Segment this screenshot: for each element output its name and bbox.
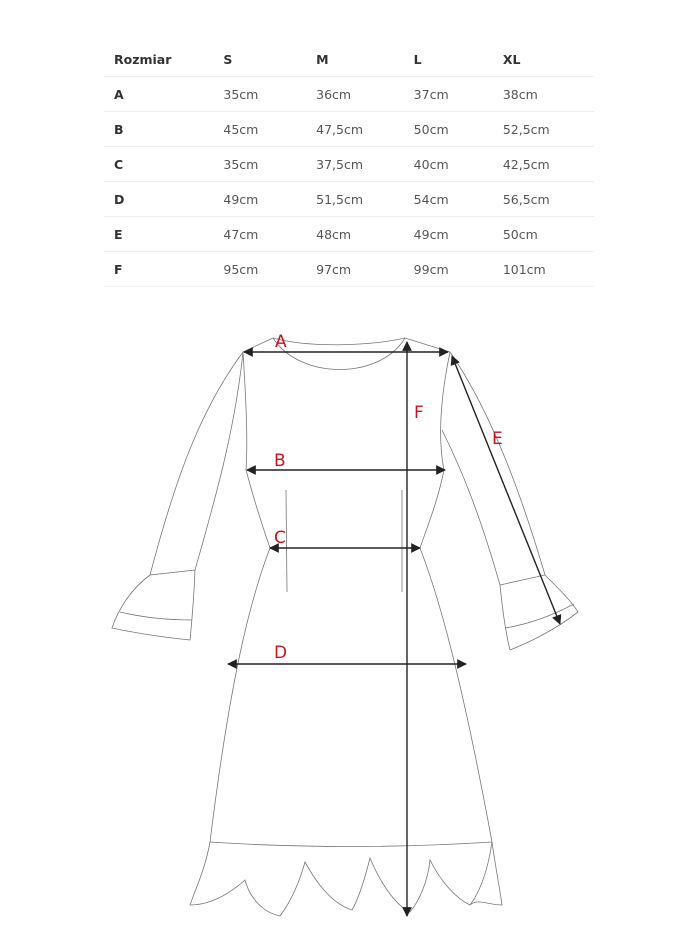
- row-label: A: [104, 77, 213, 112]
- table-row: [104, 147, 594, 182]
- table-cell: 99cm: [404, 252, 493, 287]
- size-table: [104, 42, 594, 287]
- waist-left-dart: [286, 490, 287, 592]
- header-cell: Rozmiar: [104, 42, 213, 77]
- right-cuff-ruffle-inner: [505, 604, 574, 628]
- label-c: C: [274, 528, 286, 548]
- dress-outline: [112, 338, 578, 916]
- table-row: [104, 112, 594, 147]
- table-cell: 45cm: [213, 112, 306, 147]
- header-cell: S: [213, 42, 306, 77]
- table-cell: 35cm: [213, 77, 306, 112]
- table-cell: 36cm: [306, 77, 404, 112]
- table-cell: 50cm: [404, 112, 493, 147]
- left-cuff-ruffle: [112, 570, 195, 640]
- table-cell: 42,5cm: [493, 147, 594, 182]
- table-cell: 48cm: [306, 217, 404, 252]
- table-row: [104, 77, 594, 112]
- dress-measurement-diagram: [0, 300, 700, 933]
- table-cell: 38cm: [493, 77, 594, 112]
- label-a: A: [275, 332, 287, 352]
- table-cell: 47cm: [213, 217, 306, 252]
- table-cell: 37cm: [404, 77, 493, 112]
- neckline-back: [273, 338, 405, 345]
- table-cell: 40cm: [404, 147, 493, 182]
- table-cell: 35cm: [213, 147, 306, 182]
- row-label: F: [104, 252, 213, 287]
- right-cuff-ruffle: [500, 575, 578, 650]
- table-cell: 51,5cm: [306, 182, 404, 217]
- table-cell: 37,5cm: [306, 147, 404, 182]
- table-row: [104, 217, 594, 252]
- left-shoulder: [243, 338, 273, 352]
- table-cell: 47,5cm: [306, 112, 404, 147]
- left-cuff-ruffle-inner: [120, 612, 192, 620]
- header-cell: M: [306, 42, 404, 77]
- row-label: D: [104, 182, 213, 217]
- label-b: B: [274, 451, 286, 471]
- header-cell: L: [404, 42, 493, 77]
- table-cell: 101cm: [493, 252, 594, 287]
- table-cell: 50cm: [493, 217, 594, 252]
- left-side-seam: [210, 352, 270, 842]
- row-label: B: [104, 112, 213, 147]
- table-cell: 56,5cm: [493, 182, 594, 217]
- label-f: F: [414, 403, 424, 423]
- hem-ruffle-right: [470, 842, 502, 905]
- table-cell: 95cm: [213, 252, 306, 287]
- label-e: E: [492, 429, 503, 449]
- measurement-arrows: [228, 342, 560, 916]
- left-sleeve: [150, 352, 243, 575]
- right-shoulder: [405, 338, 450, 352]
- hem-line: [210, 842, 492, 847]
- table-cell: 54cm: [404, 182, 493, 217]
- right-side-seam: [420, 352, 492, 842]
- table-cell: 97cm: [306, 252, 404, 287]
- table-row: [104, 182, 594, 217]
- hem-ruffle: [190, 842, 492, 916]
- table-cell: 49cm: [404, 217, 493, 252]
- table-header-row: [104, 42, 594, 77]
- label-d: D: [274, 643, 288, 663]
- header-cell: XL: [493, 42, 594, 77]
- table-row: [104, 252, 594, 287]
- table-cell: 49cm: [213, 182, 306, 217]
- table-cell: 52,5cm: [493, 112, 594, 147]
- neckline: [273, 338, 405, 370]
- row-label: E: [104, 217, 213, 252]
- row-label: C: [104, 147, 213, 182]
